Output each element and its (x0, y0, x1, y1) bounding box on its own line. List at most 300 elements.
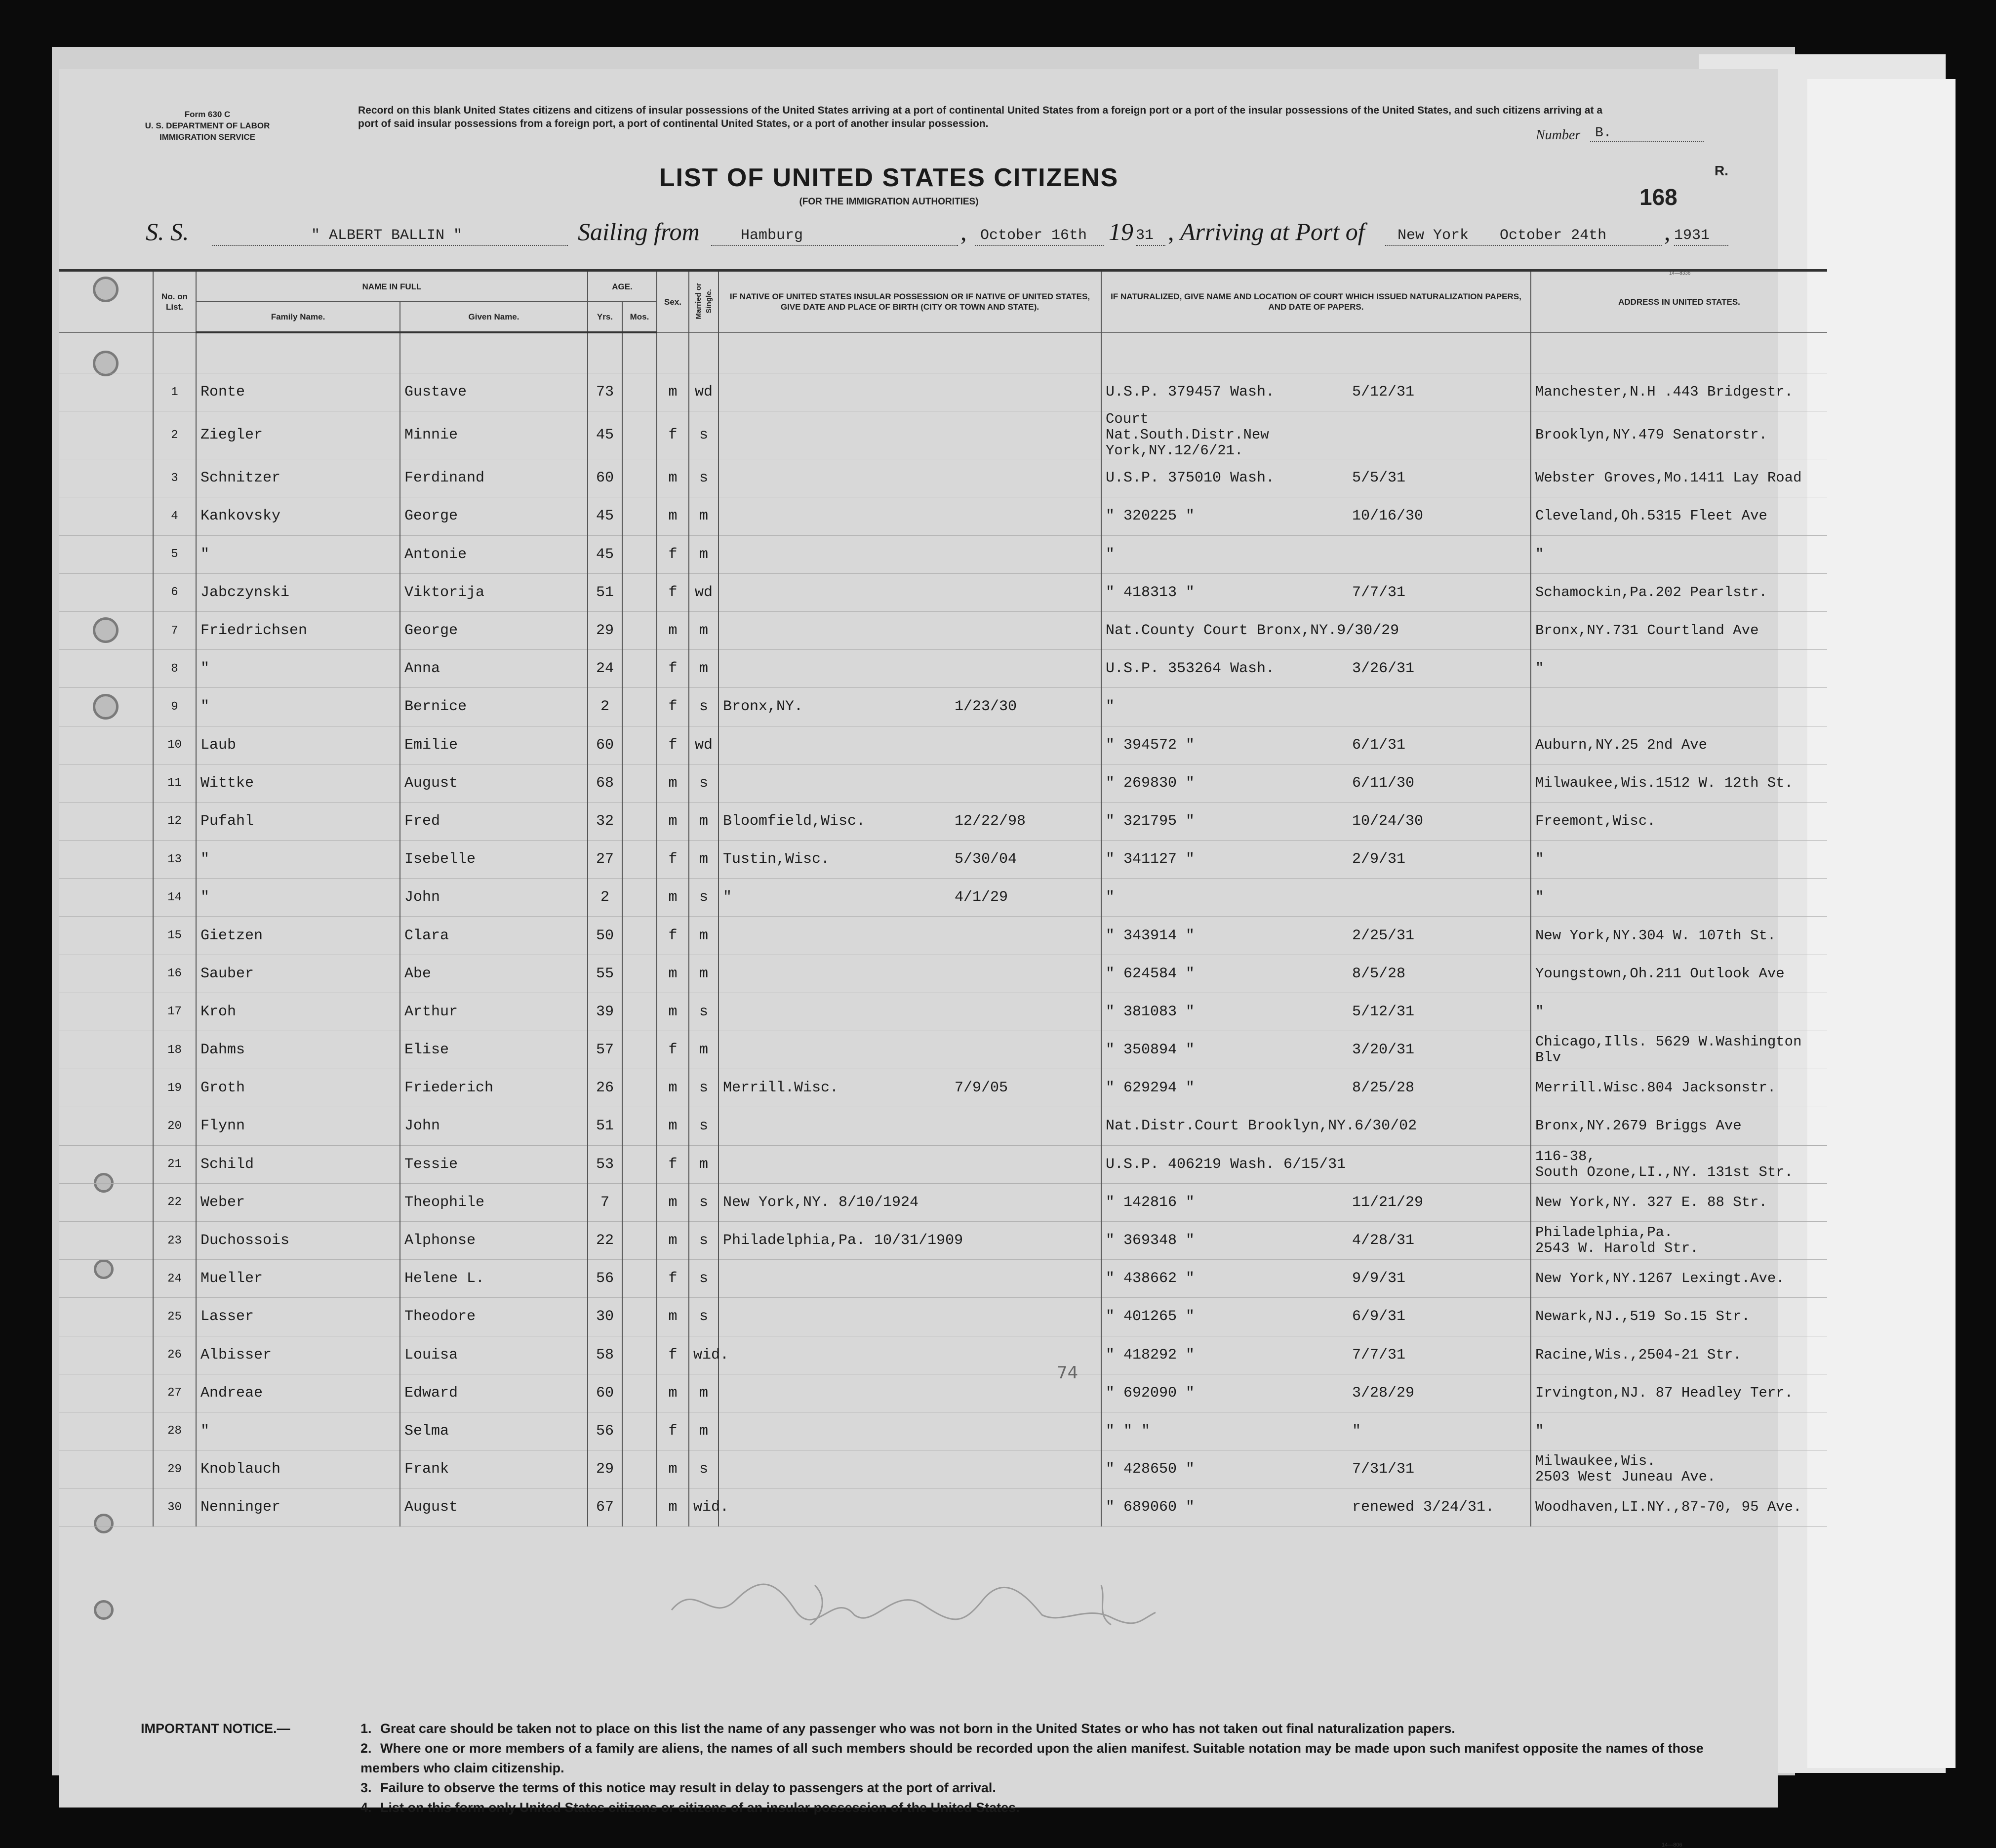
age-months (622, 1374, 657, 1412)
naturalization-date: 3/20/31 (1348, 1031, 1531, 1069)
list-number: 15 (153, 917, 196, 955)
us-address: Merrill.Wisc.804 Jacksonstr. (1531, 1069, 1827, 1107)
sex: f (657, 650, 689, 688)
age-years: 30 (588, 1298, 622, 1336)
naturalization-court: U.S.P. 375010 Wash. (1101, 459, 1348, 497)
us-address: Webster Groves,Mo.1411 Lay Road (1531, 459, 1827, 497)
us-address: Philadelphia,Pa. 2543 W. Harold Str. (1531, 1221, 1827, 1259)
birth-date: 12/22/98 (951, 802, 1101, 840)
family-name: Lasser (196, 1298, 400, 1336)
form-identifier (114, 109, 301, 143)
birth-place: " (719, 879, 951, 917)
marital-status: s (689, 879, 719, 917)
notice-item: 1. Great care should be taken not to place on this list the name of any passenger who was not born in the United States or who has not taken out final naturalization papers. (360, 1721, 1455, 1736)
given-name: George (400, 497, 588, 535)
header-naturalized: IF NATURALIZED, GIVE NAME AND LOCATION OF COURT WHICH ISSUED NATURALIZATION PAPERS, AND DATE OF PAPERS. (1101, 271, 1531, 333)
family-name: Schild (196, 1145, 400, 1183)
naturalization-date: 4/28/31 (1348, 1221, 1531, 1259)
marital-status: m (689, 1031, 719, 1069)
birth-place (719, 573, 951, 611)
naturalization-court: U.S.P. 353264 Wash. (1101, 650, 1348, 688)
header-name-in-full: NAME IN FULL (196, 271, 588, 302)
given-name: Emilie (400, 726, 588, 764)
age-years: 68 (588, 764, 622, 802)
table-row (59, 1260, 1827, 1298)
form-number: Form 630 C (184, 110, 231, 119)
marital-status: wd (689, 373, 719, 411)
given-name: Viktorija (400, 573, 588, 611)
naturalization-court: " (1101, 688, 1348, 726)
birth-place (719, 611, 951, 649)
age-years: 58 (588, 1336, 622, 1374)
sex: f (657, 1412, 689, 1450)
marital-status: m (689, 1374, 719, 1412)
naturalization-date: 5/5/31 (1348, 459, 1531, 497)
sailing-label: Sailing from (578, 218, 700, 245)
pencil-annotation: 74 (1057, 1363, 1078, 1383)
naturalization-date: 6/1/31 (1348, 726, 1531, 764)
us-address: Manchester,N.H .443 Bridgestr. (1531, 373, 1827, 411)
service-name: IMMIGRATION SERVICE (160, 132, 255, 142)
given-name: John (400, 879, 588, 917)
us-address: Woodhaven,LI.NY.,87-70, 95 Ave. (1531, 1488, 1827, 1527)
given-name: August (400, 764, 588, 802)
age-months (622, 1107, 657, 1145)
birth-place: Tustin,Wisc. (719, 841, 951, 879)
family-name: Laub (196, 726, 400, 764)
naturalization-court: " 624584 " (1101, 955, 1348, 993)
birth-date (951, 1374, 1101, 1412)
us-address: " (1531, 650, 1827, 688)
naturalization-court: " 269830 " (1101, 764, 1348, 802)
table-row (59, 1336, 1827, 1374)
family-name: " (196, 688, 400, 726)
table-row (59, 611, 1827, 649)
naturalization-court: " " " (1101, 1412, 1348, 1450)
us-address: Cleveland,Oh.5315 Fleet Ave (1531, 497, 1827, 535)
naturalization-date: 11/21/29 (1348, 1183, 1531, 1221)
birth-date (951, 1336, 1101, 1374)
birth-place (719, 411, 951, 459)
naturalization-date (1348, 1145, 1531, 1183)
header-given-name: Given Name. (400, 302, 588, 333)
given-name: August (400, 1488, 588, 1527)
age-months (622, 726, 657, 764)
marital-status: s (689, 1450, 719, 1488)
naturalization-date (1348, 411, 1531, 459)
list-number: 24 (153, 1260, 196, 1298)
given-name: Selma (400, 1412, 588, 1450)
naturalization-date (1348, 535, 1531, 573)
family-name: Jabczynski (196, 573, 400, 611)
family-name: " (196, 650, 400, 688)
family-name: Pufahl (196, 802, 400, 840)
age-years: 26 (588, 1069, 622, 1107)
sex: m (657, 764, 689, 802)
naturalization-date: 8/25/28 (1348, 1069, 1531, 1107)
table-row (59, 1183, 1827, 1221)
us-address: Milwaukee,Wis.1512 W. 12th St. (1531, 764, 1827, 802)
birth-date (951, 993, 1101, 1031)
sex: f (657, 841, 689, 879)
naturalization-date: 3/26/31 (1348, 650, 1531, 688)
age-months (622, 1031, 657, 1069)
notice-item: 3. Failure to observe the terms of this notice may result in delay to passengers at the port of arrival. (360, 1780, 996, 1795)
age-years: 57 (588, 1031, 622, 1069)
ss-label: S. S. (146, 218, 189, 245)
sex: f (657, 1145, 689, 1183)
given-name: Isebelle (400, 841, 588, 879)
birth-place: New York,NY. 8/10/1924 (719, 1183, 951, 1221)
family-name: Albisser (196, 1336, 400, 1374)
header-mos: Mos. (622, 302, 657, 333)
given-name: Helene L. (400, 1260, 588, 1298)
list-number: 13 (153, 841, 196, 879)
marital-status: s (689, 993, 719, 1031)
birth-place (719, 373, 951, 411)
us-address: Freemont,Wisc. (1531, 802, 1827, 840)
given-name: Bernice (400, 688, 588, 726)
birth-place (719, 1412, 951, 1450)
family-name: Dahms (196, 1031, 400, 1069)
table-row (59, 650, 1827, 688)
list-number: 22 (153, 1183, 196, 1221)
citizens-table (59, 269, 1827, 1527)
list-number: 26 (153, 1336, 196, 1374)
us-address: New York,NY. 327 E. 88 Str. (1531, 1183, 1827, 1221)
age-months (622, 955, 657, 993)
family-name: Flynn (196, 1107, 400, 1145)
naturalization-date: 9/9/31 (1348, 1260, 1531, 1298)
given-name: Arthur (400, 993, 588, 1031)
family-name: Sauber (196, 955, 400, 993)
marital-status: wid. (689, 1488, 719, 1527)
naturalization-date: " (1348, 1412, 1531, 1450)
list-number: 29 (153, 1450, 196, 1488)
birth-place (719, 1374, 951, 1412)
age-years: 45 (588, 497, 622, 535)
naturalization-date: 6/9/31 (1348, 1298, 1531, 1336)
naturalization-date: 2/9/31 (1348, 841, 1531, 879)
age-years: 39 (588, 993, 622, 1031)
sex: m (657, 1298, 689, 1336)
list-number: 5 (153, 535, 196, 573)
age-months (622, 1145, 657, 1183)
given-name: Gustave (400, 373, 588, 411)
page-subtitle: (FOR THE IMMIGRATION AUTHORITIES) (799, 197, 979, 207)
sex: m (657, 459, 689, 497)
age-months (622, 1260, 657, 1298)
table-row (59, 841, 1827, 879)
department-name: U. S. DEPARTMENT OF LABOR (145, 121, 270, 130)
given-name: Theodore (400, 1298, 588, 1336)
age-months (622, 917, 657, 955)
table-row (59, 1069, 1827, 1107)
marital-status: s (689, 1183, 719, 1221)
age-years: 45 (588, 411, 622, 459)
us-address: " (1531, 841, 1827, 879)
marital-status: m (689, 802, 719, 840)
naturalization-date: 7/31/31 (1348, 1450, 1531, 1488)
marital-status: s (689, 1221, 719, 1259)
naturalization-date: renewed 3/24/31. (1348, 1488, 1531, 1527)
age-years: 24 (588, 650, 622, 688)
naturalization-court: " 142816 " (1101, 1183, 1348, 1221)
number-value: B. (1590, 125, 1704, 142)
us-address: Youngstown,Oh.211 Outlook Ave (1531, 955, 1827, 993)
naturalization-date: 3/28/29 (1348, 1374, 1531, 1412)
birth-place (719, 955, 951, 993)
age-months (622, 535, 657, 573)
given-name: Edward (400, 1374, 588, 1412)
age-months (622, 1336, 657, 1374)
given-name: Tessie (400, 1145, 588, 1183)
table-row (59, 535, 1827, 573)
marital-status: s (689, 1107, 719, 1145)
sailing-year: 31 (1136, 227, 1154, 244)
family-name: " (196, 535, 400, 573)
age-years: 55 (588, 955, 622, 993)
birth-place: Bloomfield,Wisc. (719, 802, 951, 840)
marital-status: m (689, 497, 719, 535)
list-number: 12 (153, 802, 196, 840)
table-row (59, 764, 1827, 802)
naturalization-court: " 350894 " (1101, 1031, 1348, 1069)
birth-place (719, 1298, 951, 1336)
naturalization-court: " 418292 " (1101, 1336, 1348, 1374)
age-months (622, 764, 657, 802)
given-name: Anna (400, 650, 588, 688)
birth-date (951, 650, 1101, 688)
age-years: 60 (588, 1374, 622, 1412)
age-months (622, 1069, 657, 1107)
family-name: Ziegler (196, 411, 400, 459)
family-name: Nenninger (196, 1488, 400, 1527)
sex: m (657, 497, 689, 535)
naturalization-court: " 689060 " (1101, 1488, 1348, 1527)
sex: m (657, 1107, 689, 1145)
list-number: 27 (153, 1374, 196, 1412)
age-years: 45 (588, 535, 622, 573)
table-row (59, 802, 1827, 840)
given-name: George (400, 611, 588, 649)
naturalization-court: U.S.P. 406219 Wash. 6/15/31 (1101, 1145, 1348, 1183)
sex: m (657, 955, 689, 993)
punch-hole (94, 1600, 114, 1620)
birth-date: 1/23/30 (951, 688, 1101, 726)
list-number: 8 (153, 650, 196, 688)
list-number: 9 (153, 688, 196, 726)
header-address: ADDRESS IN UNITED STATES. (1531, 271, 1827, 333)
inspector-signature (667, 1570, 1160, 1635)
number-label: Number (1536, 127, 1581, 143)
age-months (622, 411, 657, 459)
age-months (622, 573, 657, 611)
page-title: LIST OF UNITED STATES CITIZENS (659, 163, 1119, 192)
sex: m (657, 1221, 689, 1259)
corner-mark: R. (1715, 163, 1728, 178)
sex: m (657, 1374, 689, 1412)
table-row (59, 955, 1827, 993)
birth-date (951, 459, 1101, 497)
sex: f (657, 535, 689, 573)
given-name: Elise (400, 1031, 588, 1069)
marital-status: m (689, 1412, 719, 1450)
marital-status: m (689, 1145, 719, 1183)
birth-date (951, 411, 1101, 459)
us-address: 116-38, South Ozone,LI.,NY. 131st Str. (1531, 1145, 1827, 1183)
given-name: Minnie (400, 411, 588, 459)
naturalization-date: 5/12/31 (1348, 993, 1531, 1031)
age-months (622, 611, 657, 649)
list-number: 19 (153, 1069, 196, 1107)
naturalization-date: 10/16/30 (1348, 497, 1531, 535)
age-years: 27 (588, 841, 622, 879)
manifest-page: Form 630 C U. S. DEPARTMENT OF LABOR IMMIGRATION SERVICE Record on this blank United States citizens and citizens of insular possessions of the United States arriving at a port of continental United States from a foreign port or a port of the insular possessions of the United States, and such citizens arriving at a port of said insular possessions from a foreign port, a port of continental United States, or a port of another insular possession. Number B. R. LIST OF UNITED STATES CITIZENS (FOR THE IMMIGRATION AUTHORITIES) 168 S. S. " ALBERT BALLIN " Sailing from Hamburg , October 16th 19 31 , Arriving at Port of New York October 24th , 1931 14—8336 No. on List. NAME IN FULL AGE. Sex. Married or Single. IF NATIVE OF UNITED STATES INSULAR POSSESSION OR IF NATIVE OF UNITED STATES, GIVE DATE AND PLACE OF BIRTH (CITY OR TOWN AND STATE). IF NATURALIZED, GIVE NAME AND LOCATION OF COURT WHICH ISSUED NATURALIZATION PAPERS, AND DATE OF PAPERS. ADDRESS IN UNITED STATES. Family Name. Given Name. Yrs. Mos. 1 Ronte Gustave 73 m wd U.S.P. 379457 Wash. 5/12/31 Manchester,N.H .443 Bridgestr. 2 Ziegler Minnie 45 f s Court Nat.South.Distr.New York,NY.12/6/21. Brooklyn,NY.479 Senatorstr. 3 Schnitzer Ferdinand 60 m s U.S.P. 375010 Wash. 5/5/31 Webster Groves,Mo.1411 Lay Road 4 Kankovsky George 45 m m " 320225 " 10/16/30 Cleveland,Oh.5315 Fleet Ave 5 " Antonie 45 f m " " 6 Jabczynski Viktorija 51 f wd " 418313 " 7/7/31 Schamockin,Pa.202 Pearlstr. 7 Friedrichsen George 29 m m Nat.County Court Bronx,NY.9/30/29 Bronx,NY.731 Courtland Ave 8 " Anna 24 f m U.S.P. 353264 Wash. 3/26/31 " 9 " Bernice 2 f s Bronx,NY. 1/23/30 " 10 Laub Emilie 60 f wd " 394572 " 6/1/31 Auburn,NY.25 2nd Ave 11 Wittke August 68 m s " 269830 " 6/11/30 Milwaukee,Wis.1512 W. 12th St. 12 Pufahl Fred 32 m m Bloomfield,Wisc. 12/22/98 " 321795 " 10/24/30 Freemont,Wisc. 13 " Isebelle 27 f m Tustin,Wisc. 5/30/04 " 341127 " 2/9/31 " 14 " John 2 m s " 4/1/29 " " 15 Gietzen Clara 50 f m " 343914 " 2/25/31 New York,NY.304 W. 107th St. 16 Sauber Abe 55 m m " 624584 " 8/5/28 Youngstown,Oh.211 Outlook Ave 17 Kroh Arthur 39 m s " 381083 " 5/12/31 " 18 Dahms Elise 57 f m " 350894 " 3/20/31 Chicago,Ills. 5629 W.Washington Blv 19 Groth Friederich 26 m s Merrill.Wisc. 7/9/05 " 629294 " 8/25/28 Merrill.Wisc.804 Jacksonstr. 20 Flynn John 51 m s Nat.Distr.Court Brooklyn,NY.6/30/02 Bronx,NY.2679 Briggs Ave 21 Schild Tessie 53 f m U.S.P. 406219 Wash. 6/15/31 116-38, South Ozone,LI.,NY. 131st Str. 22 Weber Theophile 7 m s New York,NY. 8/10/1924 " 142816 " 11/21/29 New York,NY. 327 E. 88 Str. 23 Duchossois Alphonse 22 m s Philadelphia,Pa. 10/31/1909 " 369348 " 4/28/31 Philadelphia,Pa. 2543 W. Harold Str. 24 Mueller Helene L. 56 f s " 438662 " 9/9/31 New York,NY.1267 Lexingt.Ave. 25 Lasser Theodore 30 m s " 401265 " 6/9/31 Newark,NJ.,519 So.15 Str. 26 Albisser Louisa 58 f wid. " 418292 " 7/7/31 Racine,Wis.,2504-21 Str. 27 Andreae Edward 60 m m " 692090 " 3/28/29 Irvington,NJ. 87 Headley Terr. 28 " Selma 56 f m " " " " " 29 Knoblauch Frank 29 m s " 428650 " 7/31/31 Milwaukee,Wis. 2503 West Juneau Ave. 30 Nenninger August 67 m wid. " 689060 " renewed 3/24/31. Woodhaven,LI.NY.,87-70, 95 Ave. 74 IMPORTANT NOTICE.— 1. Great care should be taken not to place on this list the name of any passenger who was not born in the United States or who has not taken out final naturalization papers. 2. Where one or more members of a family are aliens, the names of all such members should be recorded upon the alien manifest. Suitable notation may be made upon such manifest opposite the names of those members who claim citizenship. 3. Failure to observe the terms of this notice may result in delay to passengers at the port of arrival. 4. List on this form only United States citizens or citizens of an insular possession of the United States. 14—806 (59, 69, 1778, 1808)
given-name: Friederich (400, 1069, 588, 1107)
arriving-label: Arriving at Port of (1180, 218, 1365, 245)
birth-place (719, 1336, 951, 1374)
arrival-year: 1931 (1674, 227, 1710, 244)
birth-place (719, 1488, 951, 1527)
notice-heading: IMPORTANT NOTICE.— (141, 1721, 290, 1736)
header-married: Married or Single. (689, 271, 719, 333)
list-number: 25 (153, 1298, 196, 1336)
birth-date (951, 573, 1101, 611)
list-number: 23 (153, 1221, 196, 1259)
birth-place: Philadelphia,Pa. 10/31/1909 (719, 1221, 951, 1259)
header-family-name: Family Name. (196, 302, 400, 333)
age-years: 2 (588, 688, 622, 726)
list-number: 11 (153, 764, 196, 802)
given-name: Louisa (400, 1336, 588, 1374)
header-age: AGE. (588, 271, 657, 302)
age-months (622, 1412, 657, 1450)
age-years: 56 (588, 1412, 622, 1450)
age-years: 53 (588, 1145, 622, 1183)
naturalization-date: 10/24/30 (1348, 802, 1531, 840)
birth-date (951, 1298, 1101, 1336)
birth-date (951, 497, 1101, 535)
us-address: Racine,Wis.,2504-21 Str. (1531, 1336, 1827, 1374)
naturalization-court: " 341127 " (1101, 841, 1348, 879)
us-address: New York,NY.1267 Lexingt.Ave. (1531, 1260, 1827, 1298)
sex: m (657, 802, 689, 840)
birth-place (719, 535, 951, 573)
age-years: 60 (588, 726, 622, 764)
table-row (59, 1031, 1827, 1069)
table-row (59, 726, 1827, 764)
family-name: Kankovsky (196, 497, 400, 535)
naturalization-court: " 394572 " (1101, 726, 1348, 764)
list-number: 14 (153, 879, 196, 917)
header-sex: Sex. (657, 271, 689, 333)
family-name: Ronte (196, 373, 400, 411)
marital-status: s (689, 1069, 719, 1107)
list-number: 21 (153, 1145, 196, 1183)
birth-place (719, 1260, 951, 1298)
us-address: Bronx,NY.2679 Briggs Ave (1531, 1107, 1827, 1145)
age-years: 2 (588, 879, 622, 917)
given-name: Fred (400, 802, 588, 840)
marital-status: m (689, 841, 719, 879)
naturalization-court: Court Nat.South.Distr.New York,NY.12/6/21. (1101, 411, 1348, 459)
birth-date (951, 1412, 1101, 1450)
background-sheet (1807, 79, 1956, 1768)
us-address: " (1531, 1412, 1827, 1450)
birth-place (719, 764, 951, 802)
sex: m (657, 611, 689, 649)
age-months (622, 1298, 657, 1336)
us-address (1531, 688, 1827, 726)
notice-item: 2. Where one or more members of a family are aliens, the names of all such members should be recorded upon the alien manifest. Suitable notation may be made upon such manifest opposite the names of those members who claim citizenship. (360, 1741, 1704, 1775)
naturalization-court: " 418313 " (1101, 573, 1348, 611)
sex: f (657, 411, 689, 459)
family-name: Kroh (196, 993, 400, 1031)
ship-name: " ALBERT BALLIN " (311, 227, 463, 244)
birth-date (951, 1260, 1101, 1298)
family-name: Knoblauch (196, 1450, 400, 1488)
birth-place: Merrill.Wisc. (719, 1069, 951, 1107)
table-row (59, 497, 1827, 535)
sex: m (657, 1183, 689, 1221)
marital-status: wd (689, 726, 719, 764)
naturalization-court: " 369348 " (1101, 1221, 1348, 1259)
marital-status: m (689, 955, 719, 993)
naturalization-court: " 428650 " (1101, 1450, 1348, 1488)
given-name: John (400, 1107, 588, 1145)
arrival-field (1385, 226, 1662, 246)
marital-status: s (689, 688, 719, 726)
age-months (622, 1488, 657, 1527)
family-name: Weber (196, 1183, 400, 1221)
us-address: Schamockin,Pa.202 Pearlstr. (1531, 573, 1827, 611)
table-row (59, 1298, 1827, 1336)
naturalization-court: " 381083 " (1101, 993, 1348, 1031)
birth-date (951, 1031, 1101, 1069)
given-name: Ferdinand (400, 459, 588, 497)
marital-status: m (689, 535, 719, 573)
us-address: Irvington,NJ. 87 Headley Terr. (1531, 1374, 1827, 1412)
arrival-date: October 24th (1500, 227, 1607, 244)
naturalization-date: 7/7/31 (1348, 573, 1531, 611)
sex: f (657, 1031, 689, 1069)
sex: f (657, 688, 689, 726)
naturalization-court: Nat.County Court Bronx,NY.9/30/29 (1101, 611, 1348, 649)
age-months (622, 497, 657, 535)
table-row (59, 459, 1827, 497)
birth-date (951, 1221, 1101, 1259)
us-address: Brooklyn,NY.479 Senatorstr. (1531, 411, 1827, 459)
family-name: " (196, 1412, 400, 1450)
age-months (622, 993, 657, 1031)
age-months (622, 1450, 657, 1488)
record-instruction: Record on this blank United States citizens and citizens of insular possessions of the United States arriving at a port of continental United States from a foreign port or a port of the insular possessions of the United States, and such citizens arriving at a port of said insular possessions from a foreign port, a port of continental United States, or a port of another insular possession. (358, 105, 1602, 129)
year-prefix: 19 (1109, 218, 1133, 245)
family-name: Andreae (196, 1374, 400, 1412)
age-months (622, 373, 657, 411)
table-row (59, 993, 1827, 1031)
sailing-year-field (1136, 226, 1165, 246)
birth-place (719, 497, 951, 535)
birth-date (951, 1488, 1101, 1527)
table-row (59, 373, 1827, 411)
naturalization-court: " 343914 " (1101, 917, 1348, 955)
sex: m (657, 1069, 689, 1107)
age-years: 7 (588, 1183, 622, 1221)
sailing-date-field (975, 226, 1104, 246)
naturalization-court: " 320225 " (1101, 497, 1348, 535)
